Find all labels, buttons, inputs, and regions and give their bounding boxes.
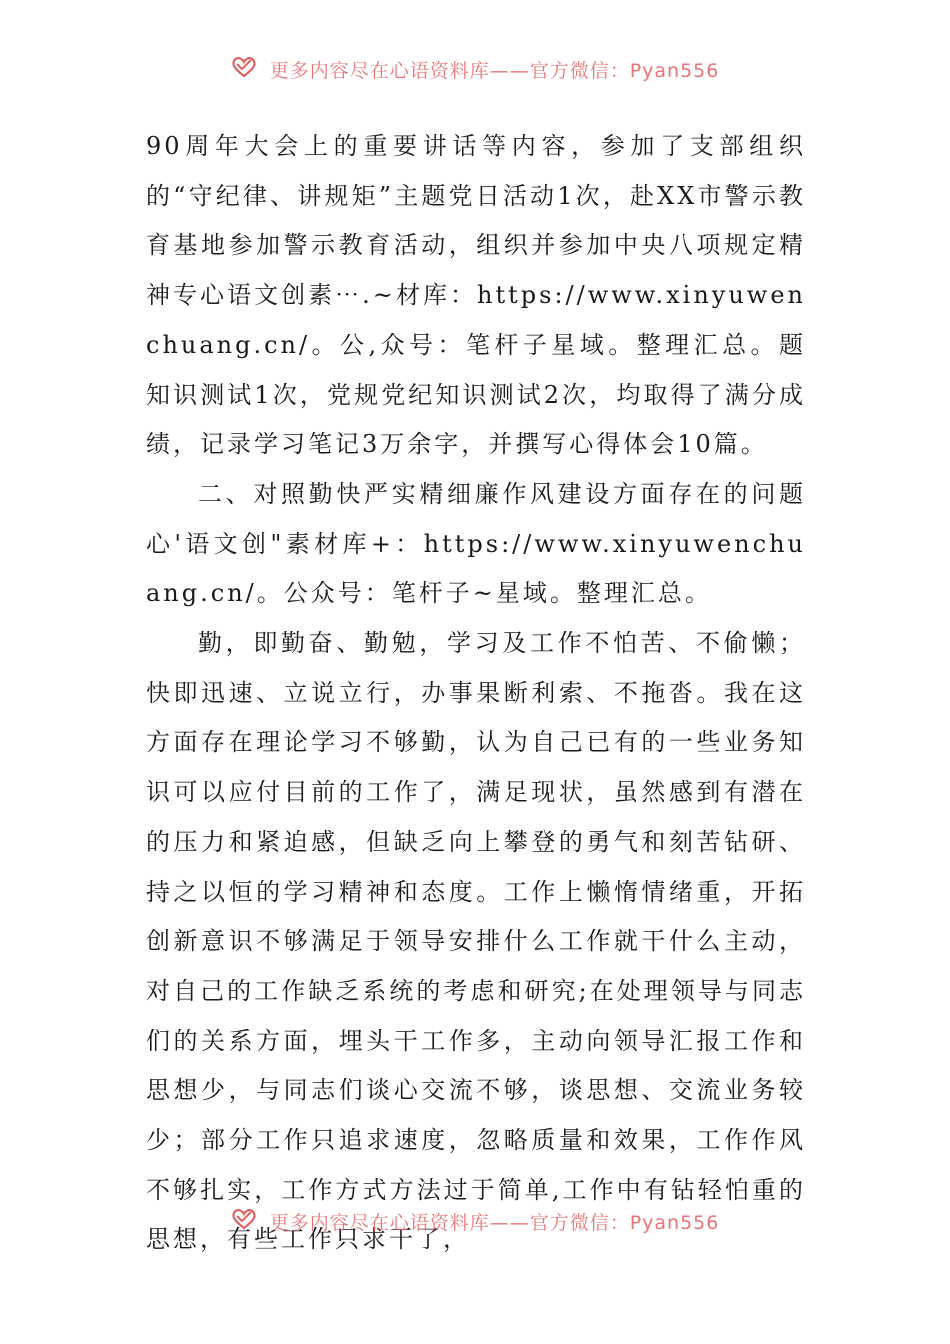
heart-logo-icon [231, 1208, 257, 1234]
footer-watermark-text: 更多内容尽在心语资料库——官方微信：Pyan556 [269, 1212, 720, 1234]
paragraph-2-section-heading: 二、对照勤快严实精细廉作风建设方面存在的问题心'语文创"素材库+：https://www.xinyuwenchuang.cn/。公众号：笔杆子~星域。整理汇总。 [146, 479, 806, 608]
paragraph-1: 90周年大会上的重要讲话等内容，参加了支部组织的“守纪律、讲规矩”主题党日活动1次，赴XX市警示教育基地参加警示教育活动，组织并参加中央八项规定精神专心语文创素⋯.~材库：https://www.xinyuwenchuang.cn/。公,众号：笔杆子星域。整理汇总。题知识测试1次，党规党纪知识测试2次，均取得了满分成绩，记录学习笔记3万余字，并撰写心得体会10篇。 [146, 132, 806, 459]
paragraph-3: 勤，即勤奋、勤勉，学习及工作不怕苦、不偷懒；快即迅速、立说立行，办事果断利索、不拖沓。我在这方面存在理论学习不够勤，认为自己已有的一些业务知识可以应付目前的工作了，满足现状，虽然感到有潜在的压力和紧迫感，但缺乏向上攀登的勇气和刻苦钻研、持之以恒的学习精神和态度。工作上懒惰情绪重，开拓创新意识不够满足于领导安排什么工作就干什么主动，对自己的工作缺乏系统的考虑和研究;在处理领导与同志们的关系方面，埋头干工作多，主动向领导汇报工作和思想少，与同志们谈心交流不够，谈思想、交流业务较少；部分工作只追求速度，忽略质量和效果，工作作风不够扎实，工作方式方法过于简单,工作中有钻轻怕重的思想，有些工作只求干了， [146, 629, 806, 1254]
header-watermark [0, 56, 950, 82]
header-watermark-text: 更多内容尽在心语资料库——官方微信：Pyan556 [269, 60, 720, 82]
footer-watermark [0, 1208, 950, 1234]
document-body [146, 122, 806, 1265]
heart-logo-icon [231, 56, 257, 82]
